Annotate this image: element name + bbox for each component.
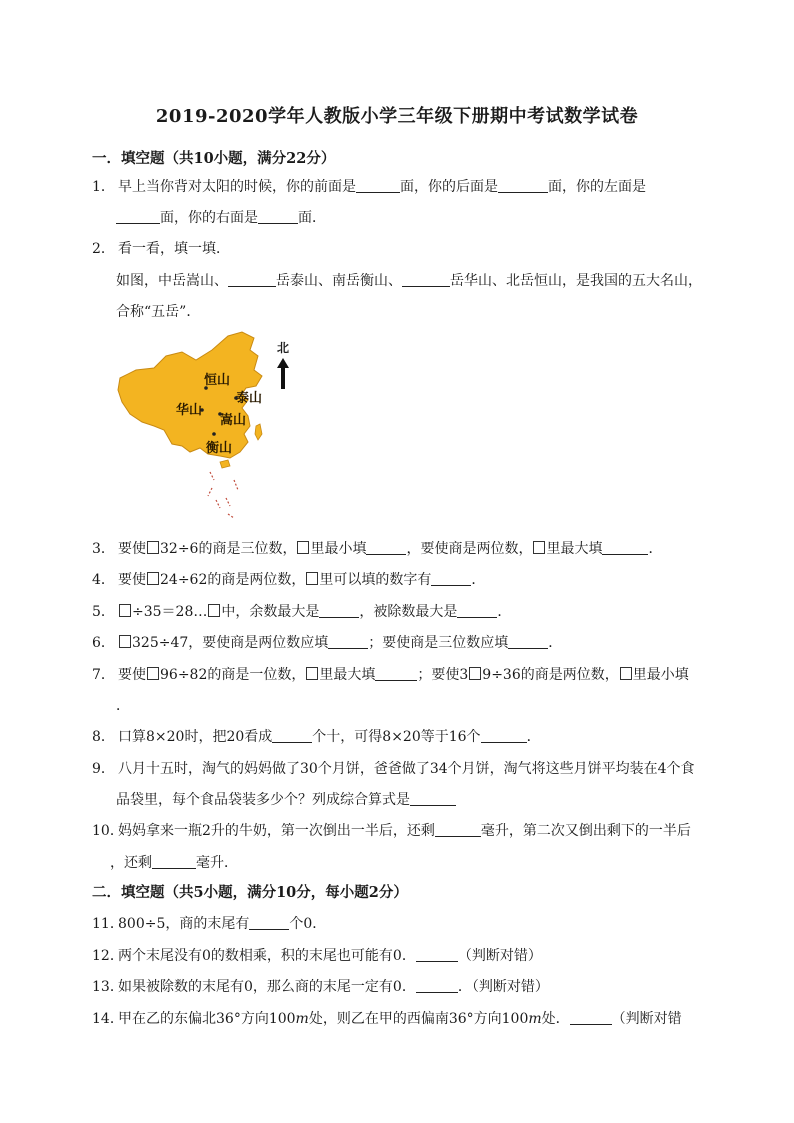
question-number: 11． [92,916,124,932]
question-2-line-2: 如图，中岳嵩山、 岳泰山、南岳衡山、 岳华山、北岳恒山，是我国的五大名山， [116,273,702,289]
question-9-line-2: 品袋里，每个食品袋装多少个？列成综合算式是 [116,789,456,809]
answer-blank[interactable] [228,272,276,287]
question-4: 4． 要使 24÷62的商是两位数， 里可以填的数字有 ． [118,569,485,589]
answer-blank[interactable] [416,978,458,993]
question-6: 6． 325÷47，要使商是两位数应填 ；要使商是三位数应填 ． [118,632,562,652]
answer-blank[interactable] [602,540,648,555]
answer-blank[interactable] [410,791,456,806]
north-indicator [276,337,290,394]
question-number: 8． [92,729,115,745]
question-5: 5． ÷35＝28… 中，余数最大是 ，被除数最大是 ． [118,601,511,621]
map-label-songshan: 嵩山 [220,413,247,428]
section-1-heading: 一．填空题（共10小题，满分22分） [92,150,336,167]
question-9-line-1: 9． 八月十五时，淘气的妈妈做了30个月饼，爸爸做了34个月饼，淘气将这些月饼平均装在4个食 [118,758,695,778]
taiwan-island [255,424,262,440]
answer-blank[interactable] [152,854,196,869]
question-number: 14． [92,1011,124,1027]
section-2-heading: 二．填空题（共5小题，满分10分，每小题2分） [92,884,408,901]
question-11: 11． 800÷5，商的末尾有 个0． [118,913,326,933]
question-8: 8． 口算8×20时，把20看成 个十，可得8×20等于16个 ． [118,726,541,746]
digit-box [306,572,318,585]
answer-blank[interactable] [319,603,359,618]
question-number: 3． [92,541,115,557]
digit-box [620,667,632,680]
question-number: 2． [92,241,115,257]
answer-blank[interactable] [508,634,548,649]
map-label-huashan: 华山 [176,403,203,418]
china-map [116,330,296,522]
answer-blank[interactable] [272,728,312,743]
answer-blank[interactable] [366,540,406,555]
question-2-line-1: 2． 看一看，填一填． [118,238,230,258]
question-number: 1． [92,179,115,195]
answer-blank[interactable] [570,1010,612,1025]
answer-blank[interactable] [375,666,417,681]
digit-box [469,667,481,680]
digit-box [208,604,220,617]
hengshan-south-marker [212,432,216,436]
answer-blank[interactable] [416,947,458,962]
question-3: 3． 要使 32÷6的商是三位数， 里最小填 ，要使商是两位数， 里最大填 ． [118,538,662,558]
map-label-taishan: 泰山 [236,391,263,406]
question-7-line-2: ． [116,698,130,714]
answer-blank[interactable] [481,728,527,743]
answer-blank[interactable] [498,178,548,193]
question-7-line-1: 7． 要使 96÷82的商是一位数， 里最大填 ；要使3 9÷36的商是两位数， 里最小填 [118,664,689,684]
question-number: 5． [92,604,115,620]
south-sea-islands [208,472,238,518]
question-13: 13． 如果被除数的末尾有0，那么商的末尾一定有0． ．（判断对错） [118,976,549,996]
hainan-island [220,460,230,468]
question-number: 4． [92,572,115,588]
question-1-line-1: 1． 早上当你背对太阳的时候，你的前面是 面，你的后面是 面，你的左面是 [118,176,646,196]
digit-box [147,667,159,680]
digit-box [147,572,159,585]
north-label: 北 [276,341,289,355]
digit-box [306,667,318,680]
digit-box [297,541,309,554]
answer-blank[interactable] [435,822,481,837]
question-12: 12． 两个末尾没有0的数相乘，积的末尾也可能有0． （判断对错） [118,945,542,965]
answer-blank[interactable] [258,209,298,224]
answer-blank[interactable] [116,209,160,224]
question-10-line-1: 10． 妈妈拿来一瓶2升的牛奶，第一次倒出一半后，还剩 毫升，第二次又倒出剩下的一半后 [118,820,691,840]
question-1-line-2: 面，你的右面是 面． [116,207,326,227]
question-number: 9． [92,761,115,777]
map-label-hengshan-south: 衡山 [206,441,233,456]
answer-blank[interactable] [457,603,497,618]
answer-blank[interactable] [249,915,289,930]
answer-blank[interactable] [356,178,400,193]
question-number: 10． [92,823,124,839]
question-number: 6． [92,635,115,651]
question-2-line-3: 合称“五岳”． [116,304,201,320]
digit-box [147,541,159,554]
question-number: 12． [92,948,124,964]
answer-blank[interactable] [328,634,368,649]
digit-box [119,635,131,648]
digit-box [119,604,131,617]
answer-blank[interactable] [431,571,471,586]
page-title: 2019-2020学年人教版小学三年级下册期中考试数学试卷 [155,106,639,127]
question-number: 13． [92,979,124,995]
question-number: 7． [92,667,115,683]
question-10-line-2: ，还剩 毫升． [110,855,238,871]
china-map-figure [116,330,296,522]
question-14: 14． 甲在乙的东偏北36°方向100m处，则乙在甲的西偏南36°方向100m处． （判断对错 [118,1008,682,1028]
map-label-hengshan-north: 恒山 [204,373,231,388]
digit-box [533,541,545,554]
answer-blank[interactable] [402,272,450,287]
north-arrow-icon [276,356,290,390]
